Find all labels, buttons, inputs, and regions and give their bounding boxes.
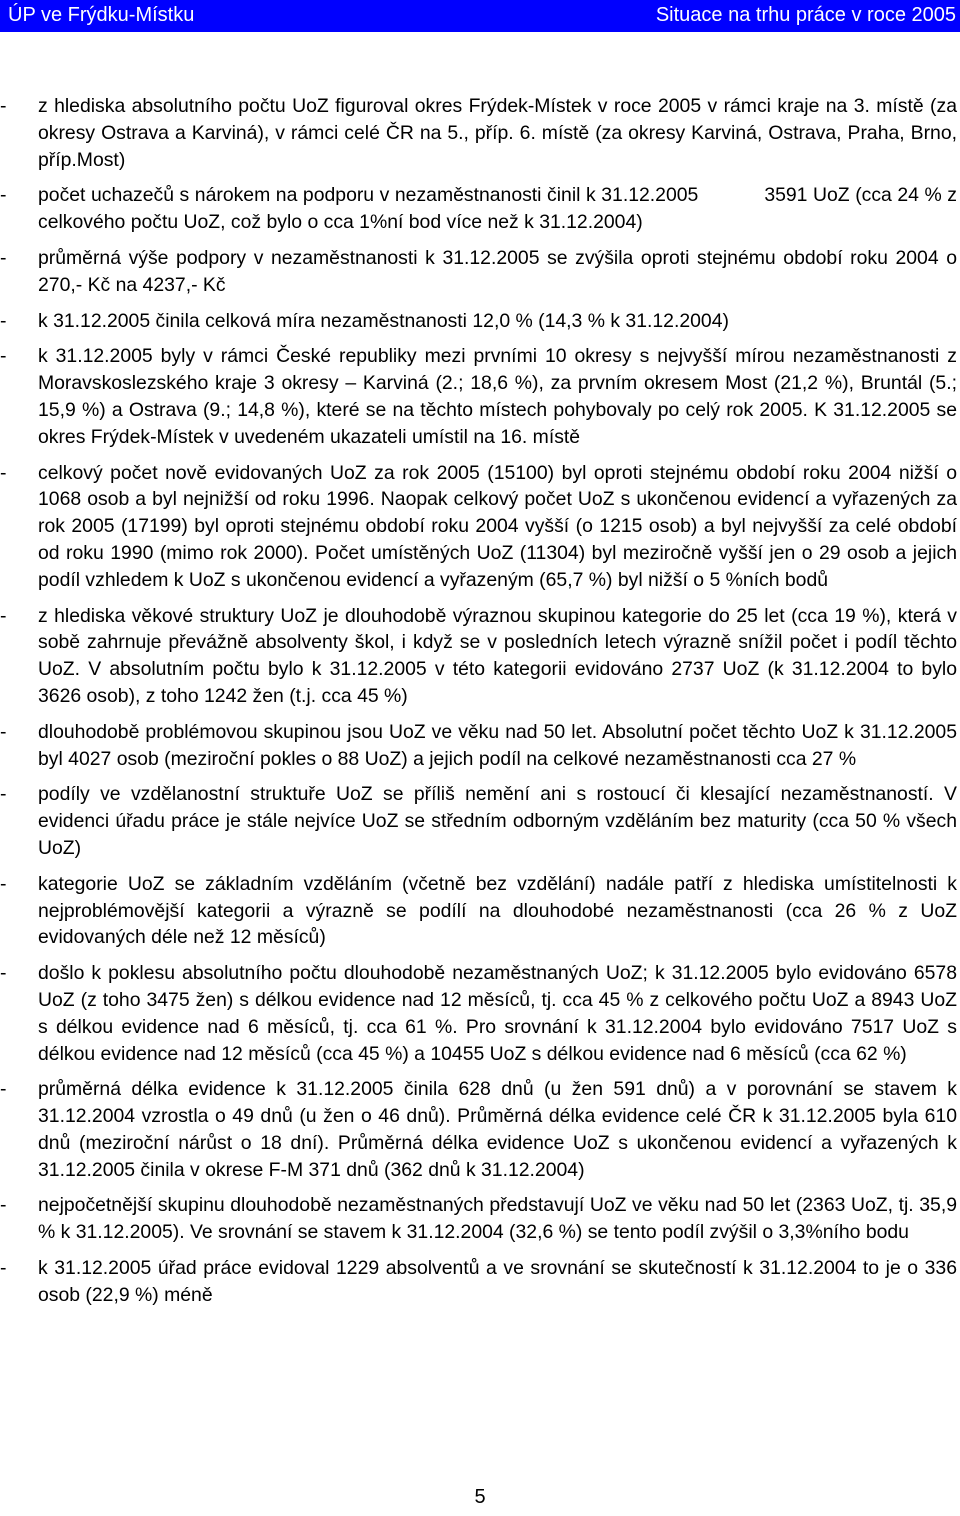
list-item-text: nejpočetnější skupinu dlouhodobě nezaměstnaných představují UoZ ve věku nad 50 let (2363 UoZ, tj. 35,9 % k 31.12.2005). Ve srovnání se stavem k 31.12.2004 (32,6 %) se tento podíl zvýšil o 3,3%ního bodu xyxy=(38,1194,957,1244)
bullet-list xyxy=(0,93,960,1309)
list-item-text: průměrná délka evidence k 31.12.2005 činila 628 dnů (u žen 591 dnů) a v porovnání se stavem k 31.12.2004 vzrostla o 49 dnů (u žen o 46 dnů). Průměrná délka evidence celé ČR k 31.12.2005 byla 610 dnů (meziroční nárůst o 18 dní). Průměrná délka evidence UoZ s ukončenou evidencí a vyřazených k 31.12.2005 činila v okrese F-M 371 dnů (362 dnů k 31.12.2004) xyxy=(38,1078,957,1181)
list-item-text: 3591 UoZ (cca 24 % z celkového počtu UoZ, což bylo o cca 1%ní bod více než k 31.12.2004) xyxy=(38,184,957,234)
header-office-name: ÚP ve Frýdku-Místku xyxy=(8,4,195,26)
bullet-dash: - xyxy=(0,720,7,743)
list-item-text: k 31.12.2005 úřad práce evidoval 1229 absolventů a ve srovnání se skutečností k 31.12.2004 to je o 336 osob (22,9 %) méně xyxy=(38,1257,957,1306)
list-item xyxy=(0,245,960,299)
list-item-text: dlouhodobě problémovou skupinou jsou UoZ ve věku nad 50 let. Absolutní počet těchto UoZ k 31.12.2005 byl 4027 osob (meziroční pokles o 88 UoZ) a jejich podíl na celkové nezaměstnanosti cca 27 % xyxy=(38,720,957,770)
page-number: 5 xyxy=(474,1486,486,1508)
list-item-text: z hlediska věkové struktury UoZ je dlouhodobě výraznou skupinou kategorie do 25 let (cca 19 %), která v sobě zahrnuje převážně absolventy škol, i když se v posledních letech výrazně snížil počet i podíl těchto UoZ. V absolutním počtu bylo k 31.12.2005 v této kategorii evidováno 2737 UoZ (k 31.12.2004 to bylo 3626 osob), z toho 1242 žen (t.j. cca 45 %) xyxy=(38,604,957,707)
bullet-dash: - xyxy=(0,783,7,806)
list-item-text: počet uchazečů s nárokem na podporu v nezaměstnanosti činil k 31.12.2005 xyxy=(38,184,699,207)
list-item-text: z hlediska absolutního počtu UoZ figuroval okres Frýdek-Místek v roce 2005 v rámci kraje na 3. místě (za okresy Ostrava a Karviná), v rámci celé ČR na 5., příp. 6. místě (za okresy Karviná, Ostrava, Praha, Brno, příp.Most) xyxy=(38,95,957,171)
list-item xyxy=(0,719,960,773)
list-item-text: došlo k poklesu absolutního počtu dlouhodobě nezaměstnaných UoZ; k 31.12.2005 bylo evidováno 6578 UoZ (z toho 3475 žen) s délkou evidence nad 12 měsíců, tj. cca 45 % z celkového počtu UoZ a 8943 UoZ s délkou evidence nad 6 měsíců, tj. cca 61 %. Pro srovnání k 31.12.2004 bylo evidováno 7517 UoZ s délkou evidence nad 12 měsíců (cca 45 %) a 10455 UoZ s délkou evidence nad 6 měsíců (cca 62 %) xyxy=(38,962,957,1065)
bullet-dash: - xyxy=(0,872,7,895)
bullet-dash: - xyxy=(0,461,7,484)
bullet-dash: - xyxy=(0,184,7,207)
list-item-text: kategorie UoZ se základním vzděláním (včetně bez vzdělání) nadále patří z hlediska umístitelnosti k nejproblémovější kategorii a výrazně se podílí na dlouhodobé nezaměstnanosti (cca 26 % z UoZ evidovaných déle než 12 měsíců) xyxy=(38,872,957,949)
list-item xyxy=(0,182,960,236)
list-item xyxy=(0,1076,960,1183)
list-item xyxy=(0,603,960,710)
list-item xyxy=(0,343,960,450)
bullet-dash: - xyxy=(0,95,7,117)
list-item-text: celkový počet nově evidovaných UoZ za rok 2005 (15100) byl oproti stejnému období roku 2004 nižší o 1068 osob a byl nejnižší od roku 1996. Naopak celkový počet UoZ s ukončenou evidencí a vyřazených za rok 2005 (17199) byl oproti stejnému období roku 2004 vyšší (o 1215 osob) a byl nejvyšší za celé období od roku 1990 (mimo rok 2000). Počet umístěných UoZ (11304) byl meziročně vyšší jen o 29 osob a jejich podíl vzhledem k UoZ s ukončenou evidencí a vyřazeným (65,7 %) byl nižší o 5 %ních bodů xyxy=(38,461,957,591)
bullet-dash: - xyxy=(0,1194,7,1217)
bullet-dash: - xyxy=(0,962,7,985)
list-item xyxy=(0,1192,960,1246)
bullet-dash: - xyxy=(0,345,7,368)
bullet-dash: - xyxy=(0,1257,7,1280)
list-item xyxy=(0,460,960,594)
list-item-text: průměrná výše podpory v nezaměstnanosti k 31.12.2005 se zvýšila oproti stejnému období roku 2004 o 270,- Kč na 4237,- Kč xyxy=(38,246,957,296)
list-item xyxy=(0,960,960,1067)
list-item-text: podíly ve vzdělanostní struktuře UoZ se příliš nemění ani s rostoucí či klesající nezaměstnaností. V evidenci úřadu práce je stále nejvíce UoZ se středním odborným vzděláním bez maturity (cca 50 % všech UoZ) xyxy=(38,783,957,859)
bullet-dash: - xyxy=(0,309,7,332)
list-item xyxy=(0,308,960,335)
list-item-text: k 31.12.2005 činila celková míra nezaměstnanosti 12,0 % (14,3 % k 31.12.2004) xyxy=(38,309,729,332)
page-header xyxy=(0,0,960,32)
list-item xyxy=(0,871,960,951)
list-item xyxy=(0,93,960,173)
list-item xyxy=(0,1255,960,1309)
list-item-text: k 31.12.2005 byly v rámci České republiky mezi prvními 10 okresy s nejvyšší mírou nezaměstnanosti z Moravskoslezského kraje 3 okresy – Karviná (2.; 18,6 %), za prvním okresem Most (21,2 %), Bruntál (5.; 15,9 %) a Ostrava (9.; 14,8 %), které se na těchto místech pohybovaly po celý rok 2005. K 31.12.2005 se okres Frýdek-Místek v uvedeném ukazateli umístil na 16. místě xyxy=(38,345,957,448)
header-report-title: Situace na trhu práce v roce 2005 xyxy=(655,4,956,26)
list-item xyxy=(0,781,960,861)
bullet-dash: - xyxy=(0,246,7,269)
bullet-dash: - xyxy=(0,1078,7,1101)
bullet-dash: - xyxy=(0,604,7,627)
